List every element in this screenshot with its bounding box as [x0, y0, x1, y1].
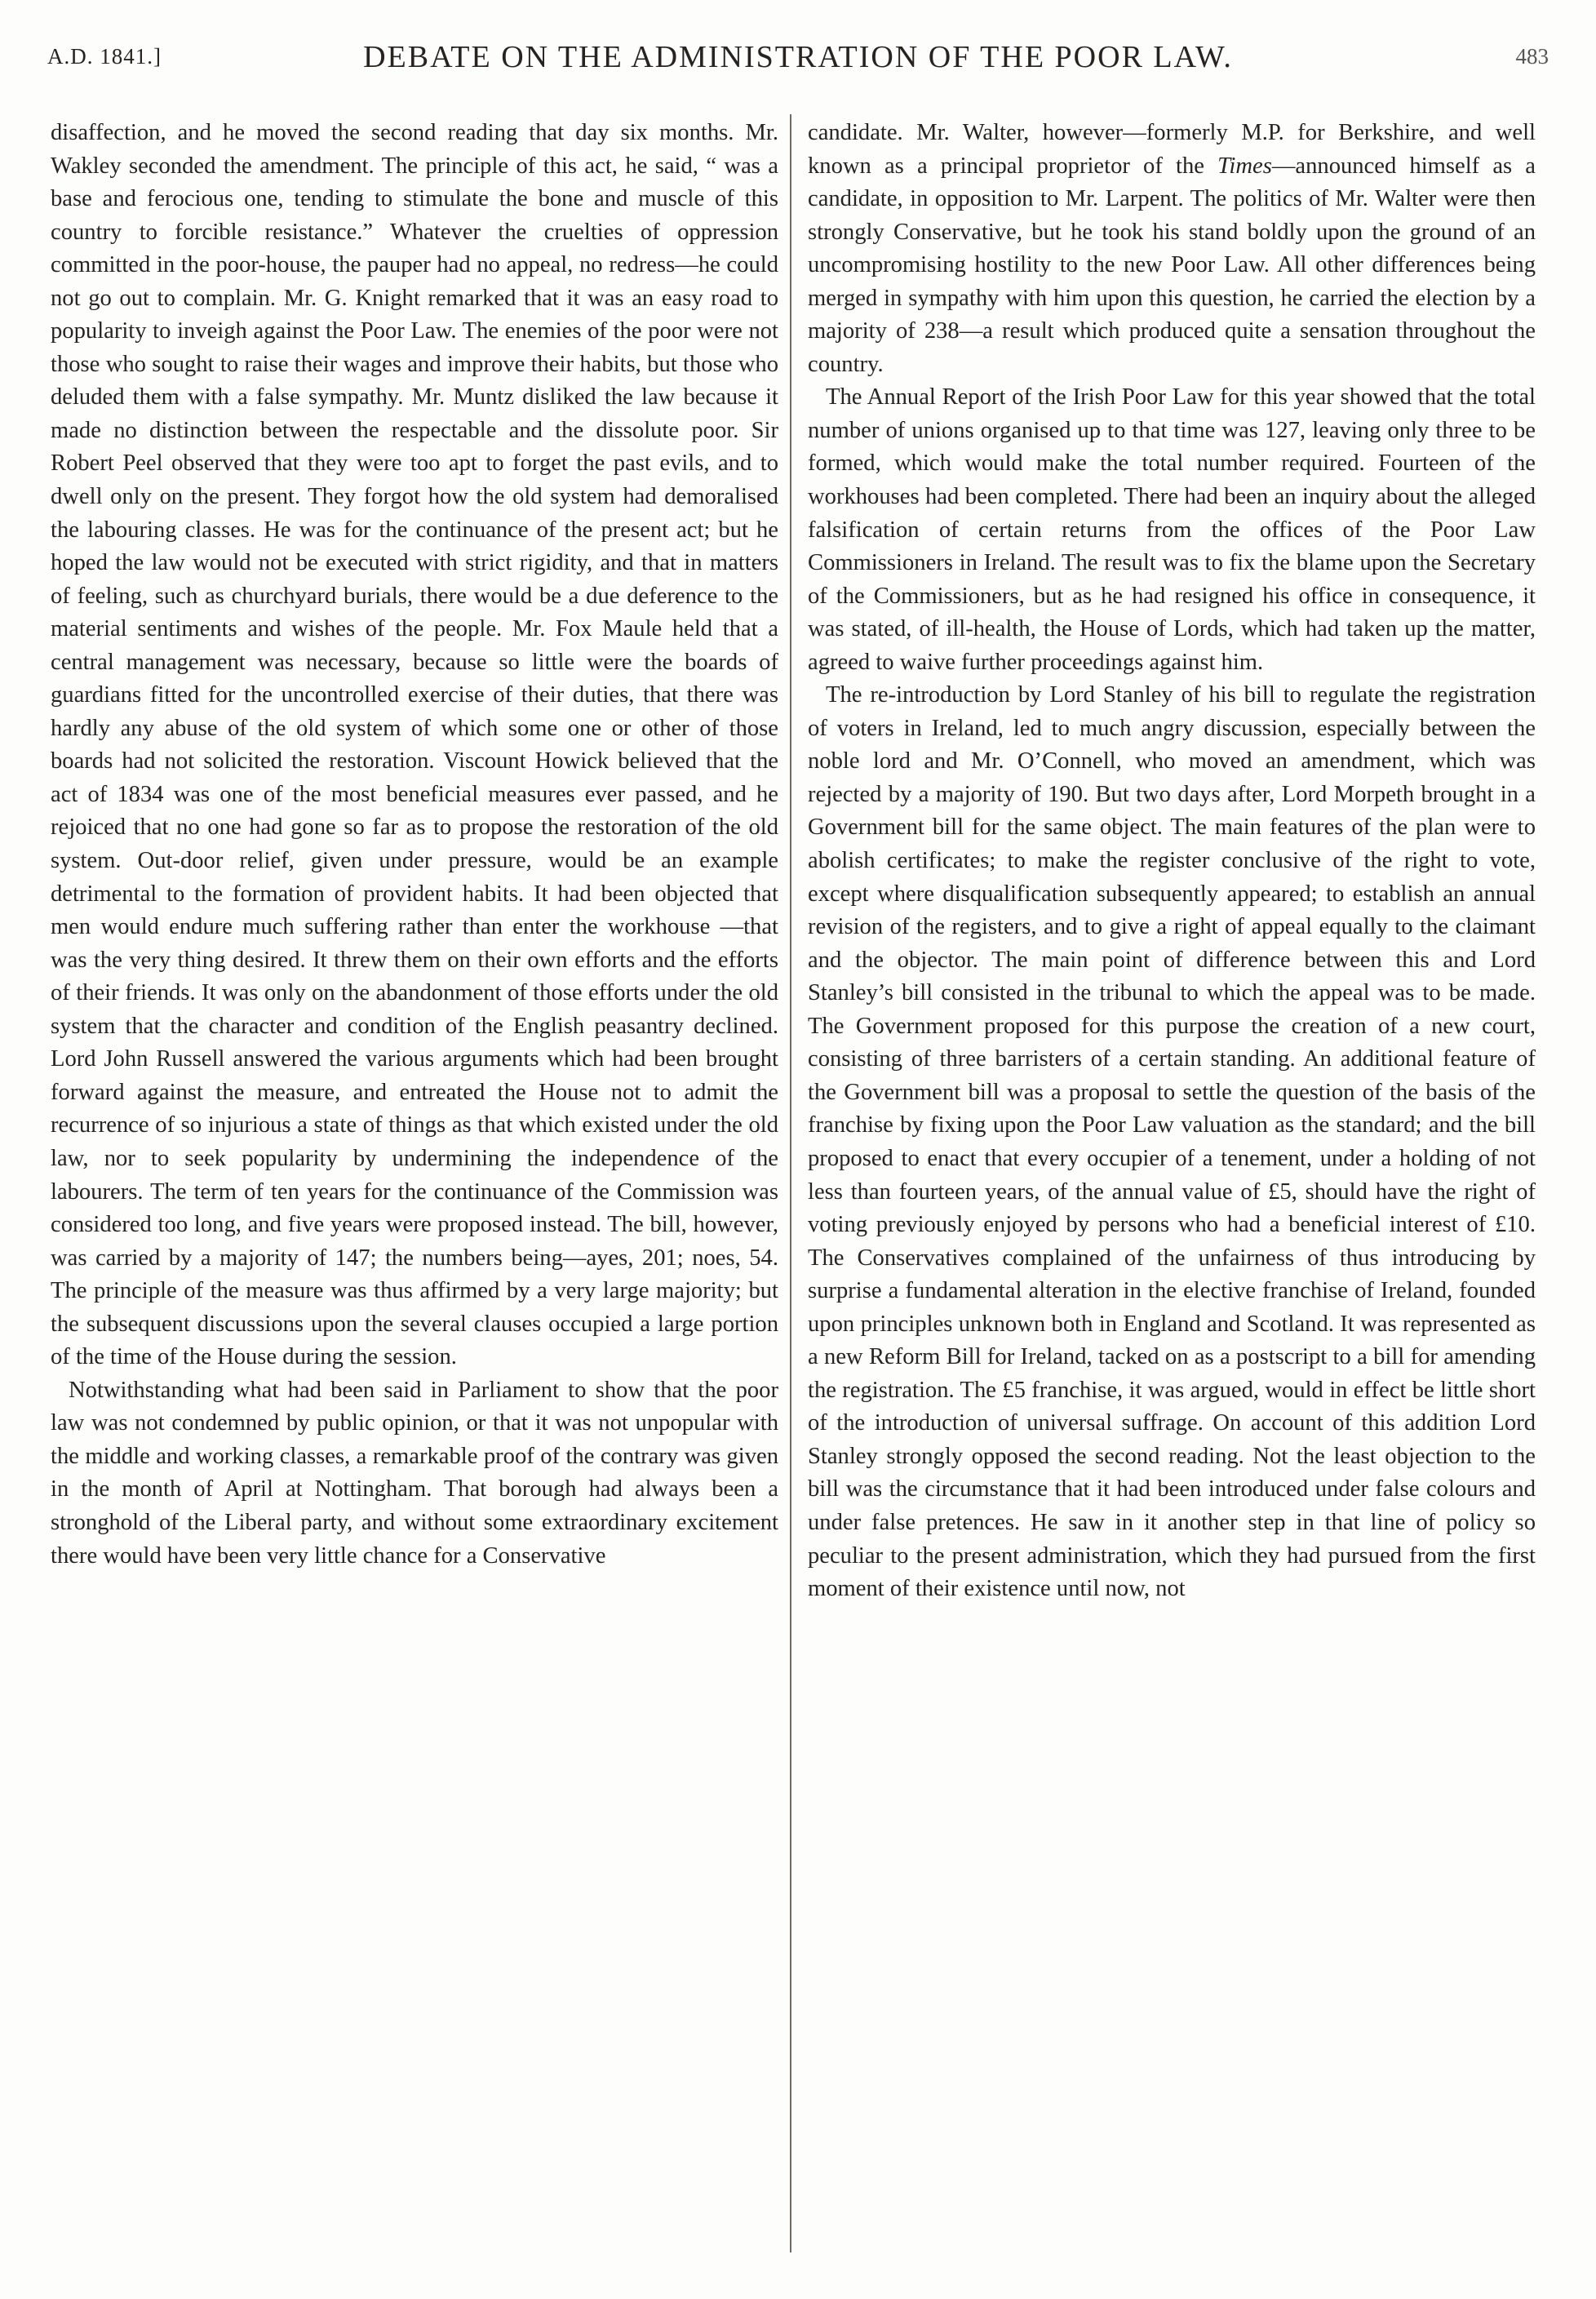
newspaper-title: Times	[1217, 153, 1272, 179]
text-run: —announced himself as a candidate, in opposition to Mr. Larpent. The politics of Mr. Walter were then strongly Conservative, but he took his stand boldly upon the ground of an uncompromising hostility to the new Poor Law. All other differences being merged in sympathy with him upon this question, he carried the election by a majority of 238—a result which produced quite a sensation throughout the country.	[808, 153, 1536, 377]
running-head	[47, 33, 1549, 82]
paragraph: The re-introduction by Lord Stanley of his bill to regulate the registration of voters in Ireland, led to much angry discussion, especially between the noble lord and Mr. O’Connell, who moved an amendment, which was rejected by a majority of 190. But two days after, Lord Morpeth brought in a Government bill for the same object. The main features of the plan were to abolish certificates; to make the register conclusive of the right to vote, except where disqualification subsequently appeared; to establish an annual revision of the registers, and to give a right of appeal equally to the claimant and the objector. The main point of difference between this and Lord Stanley’s bill consisted in the tribunal to which the appeal was to be made. The Government proposed for this purpose the creation of a new court, consisting of three barristers of a certain standing. An additional feature of the Government bill was a proposal to settle the question of the basis of the franchise by fixing upon the Poor Law valuation as the standard; and the bill proposed to enact that every occupier of a tenement, under a holding of not less than fourteen years, of the annual value of £5, should have the right of voting previously enjoyed by persons who had a beneficial interest of £10. The Conservatives complained of the unfairness of thus introducing by surprise a fundamental alteration in the elective franchise of Ireland, founded upon principles unknown both in England and Scotland. It was represented as a new Reform Bill for Ireland, tacked on as a postscript to a bill for amending the registration. The £5 franchise, it was argued, would in effect be little short of the introduction of universal suffrage. On account of this addition Lord Stanley strongly opposed the second reading. Not the least objection to the bill was the circumstance that it had been introduced under false colours and under false pretences. He saw in it another step in that line of policy so peculiar to the present administration, which they had pursued from the first moment of their existence until now, not	[808, 682, 1536, 1602]
paragraph: disaffection, and he moved the second reading that day six months. Mr. Wakley seconded the amendment. The principle of this act, he said, “ was a base and ferocious one, tending to stimulate the bone and muscle of this country to forcible resistance.” Whatever the cruelties of oppression committed in the poor-house, the pauper had no appeal, no redress—he could not go out to complain. Mr. G. Knight remarked that it was an easy road to popularity to inveigh against the Poor Law. The enemies of the poor were not those who sought to raise their wages and improve their habits, but those who deluded them with a false sympathy. Mr. Muntz disliked the law because it made no distinction between the respectable and the dissolute poor. Sir Robert Peel observed that they were too apt to forget the past evils, and to dwell only on the present. They forgot how the old system had demoralised the labouring classes. He was for the continuance of the present act; but he hoped the law would not be executed with strict rigidity, and that in matters of feeling, such as churchyard burials, there would be a due deference to the material sentiments and wishes of the people. Mr. Fox Maule held that a central management was necessary, because so little were the boards of guardians fitted for the uncontrolled exercise of their duties, that there was hardly any abuse of the old system of which some one or other of those boards had not solicited the restoration. Viscount Howick believed that the act of 1834 was one of the most beneficial measures ever passed, and he rejoiced that no one had gone so far as to propose the restoration of the old system. Out-door relief, given under pressure, would be an example detrimental to the formation of provident habits. It had been objected that men would endure much suffering rather than enter the workhouse —that was the very thing desired. It threw them on their own efforts and the efforts of their friends. It was only on the abandonment of those efforts under the old system that the character and condition of the English peasantry declined. Lord John Russell answered the various arguments which had been brought forward against the measure, and entreated the House not to admit the recurrence of so injurious a state of things as that which existed under the old law, nor to seek popularity by undermining the independence of the labourers. The term of ten years for the continuance of the Commission was considered too long, and five years were proposed instead. The bill, however, was carried by a majority of 147; the numbers being—ayes, 201; noes, 54. The principle of the measure was thus affirmed by a very large majority; but the subsequent discussions upon the several clauses occupied a large portion of the time of the House during the session.	[51, 120, 778, 1370]
paragraph	[808, 117, 1536, 381]
paragraph: The Annual Report of the Irish Poor Law for this year showed that the total number of unions organised up to that time was 127, leaving only three to be formed, which would make the total number required. Fourteen of the workhouses had been completed. There had been an inquiry about the alleged falsification of certain returns from the offices of the Poor Law Commissioners in Ireland. The result was to fix the blame upon the Secretary of the Commissioners, but as he had resigned his office in consequence, it was stated, of ill-health, the House of Lords, which had taken up the matter, agreed to waive further proceedings against him.	[808, 384, 1536, 675]
right-column	[808, 117, 1536, 1606]
left-column	[51, 117, 778, 1573]
column-divider	[790, 114, 791, 2252]
page-number: 483	[1515, 44, 1549, 69]
year-marker: A.D. 1841.]	[47, 44, 162, 69]
paragraph: Notwithstanding what had been said in Parliament to show that the poor law was not condemned by public opinion, or that it was not unpopular with the middle and working classes, a remarkable proof of the contrary was given in the month of April at Nottingham. That borough had always been a stronghold of the Liberal party, and without some extraordinary excitement there would have been very little chance for a Conservative	[51, 1377, 778, 1569]
page-title: DEBATE ON THE ADMINISTRATION OF THE POOR LAW.	[363, 40, 1233, 74]
text-run: candidate. Mr. Walter, however—formerly M.P. for Berkshire, and well known as a principal proprietor of the	[808, 120, 1536, 179]
